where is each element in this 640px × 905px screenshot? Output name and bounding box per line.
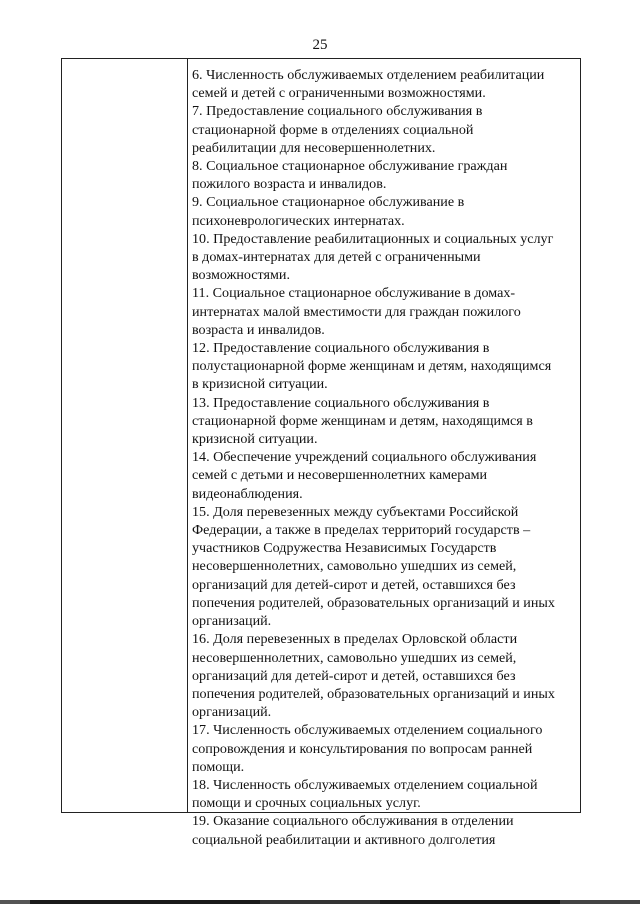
text-line: 9. Социальное стационарное обслуживание в [192, 194, 465, 211]
text-line: 10. Предоставление реабилитационных и социальных услуг [192, 230, 554, 247]
text-line: пожилого возраста и инвалидов. [192, 176, 387, 193]
text-line: Федерации, а также в пределах территорий государств – [192, 522, 531, 539]
text-line: 7. Предоставление социального обслуживания в [192, 103, 483, 120]
text-line: организаций для детей-сирот и детей, оставшихся без [192, 667, 516, 684]
text-line: несовершеннолетних, самовольно ушедших из семей, [192, 558, 517, 575]
text-line: помощи. [192, 758, 245, 775]
text-line: кризисной ситуации. [192, 431, 318, 448]
text-line: попечения родителей, образовательных организаций и иных [192, 594, 555, 611]
page-number: 25 [312, 37, 328, 53]
text-line: стационарной форме женщинам и детям, находящимся в [192, 412, 533, 429]
text-line: 11. Социальное стационарное обслуживание в домах- [192, 285, 516, 302]
text-line: участников Содружества Независимых Государств [192, 540, 497, 557]
text-line: полустационарной форме женщинам и детям, находящимся [192, 358, 552, 375]
text-line: возможностями. [192, 267, 290, 284]
text-line: 14. Обеспечение учреждений социального обслуживания [192, 449, 537, 466]
text-line: несовершеннолетних, самовольно ушедших из семей, [192, 649, 517, 666]
text-line: попечения родителей, образовательных организаций и иных [192, 685, 555, 702]
scan-bottom-edge [0, 900, 640, 904]
text-line: социальной реабилитации и активного долголетия [192, 831, 496, 848]
text-line: 19. Оказание социального обслуживания в отделении [192, 813, 514, 830]
text-line: 6. Численность обслуживаемых отделением реабилитации [192, 67, 545, 83]
text-line: 15. Доля перевезенных между субъектами Российской [192, 503, 519, 520]
text-line: организаций. [192, 613, 272, 630]
text-line: помощи и срочных социальных услуг. [192, 795, 421, 812]
text-line: в домах-интернатах для детей с ограниченными [192, 249, 481, 266]
text-line: 8. Социальное стационарное обслуживание граждан [192, 158, 508, 175]
document-table [61, 58, 581, 848]
table-right-column [188, 59, 580, 848]
text-line: интернатах малой вместимости для граждан пожилого [192, 303, 521, 320]
text-line: психоневрологических интернатах. [192, 212, 405, 229]
text-line: сопровождения и консультирования по вопросам ранней [192, 740, 533, 757]
text-line: 13. Предоставление социального обслуживания в [192, 394, 490, 411]
table-left-column [62, 59, 188, 812]
text-line: возраста и инвалидов. [192, 321, 325, 338]
text-line: стационарной форме в отделениях социальной [192, 121, 474, 138]
text-line: 12. Предоставление социального обслуживания в [192, 340, 490, 357]
text-line: организаций. [192, 704, 272, 721]
text-line: в кризисной ситуации. [192, 376, 328, 393]
text-line: организаций для детей-сирот и детей, оставшихся без [192, 576, 516, 593]
text-line: семей и детей с ограниченными возможностями. [192, 85, 486, 102]
text-line: семей с детьми и несовершеннолетних камерами [192, 467, 488, 484]
text-line: 18. Численность обслуживаемых отделением социальной [192, 776, 538, 793]
text-line: 16. Доля перевезенных в пределах Орловской области [192, 631, 518, 648]
text-line: видеонаблюдения. [192, 485, 303, 502]
text-line: реабилитации для несовершеннолетних. [192, 139, 436, 156]
text-line: 17. Численность обслуживаемых отделением социального [192, 722, 543, 739]
